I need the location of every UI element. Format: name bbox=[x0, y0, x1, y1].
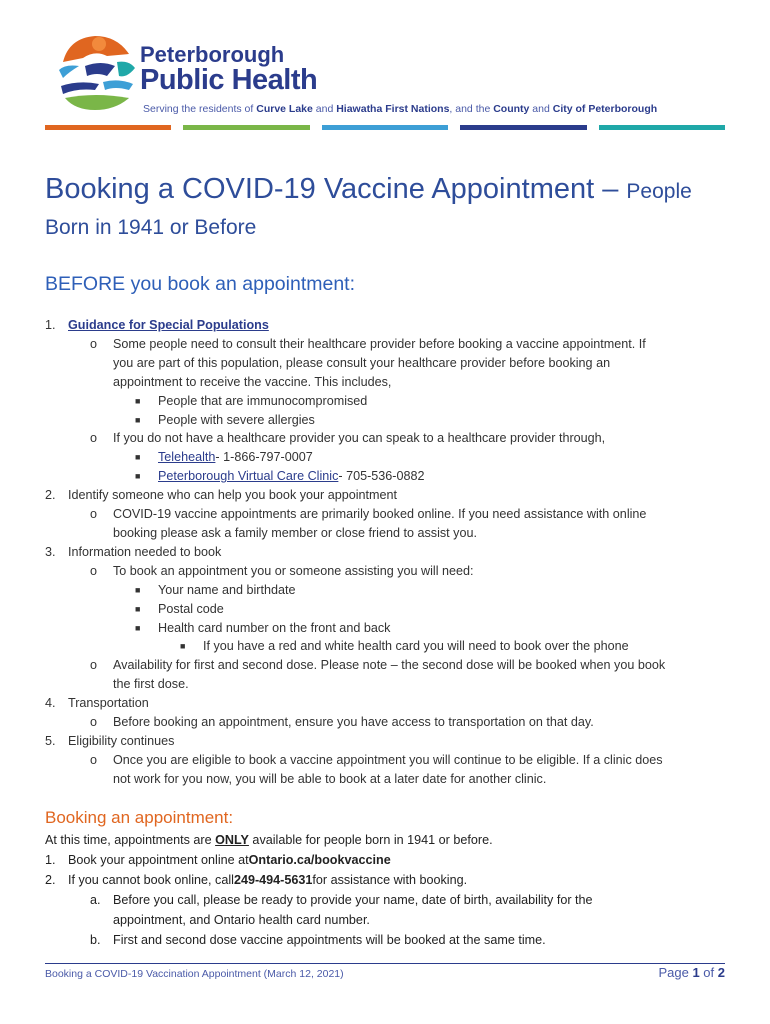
booking-intro: At this time, appointments are ONLY available for people born in 1941 or before. bbox=[45, 833, 493, 847]
page-number: Page 1 of 2 bbox=[658, 965, 725, 980]
ontario-booking-link[interactable]: Ontario.ca/bookvaccine bbox=[248, 853, 391, 867]
hiawatha: Hiawatha First Nations bbox=[336, 103, 450, 115]
list-item: 2. Identify someone who can help you book your appointment bbox=[45, 488, 398, 503]
list-item: 3. Information needed to book bbox=[45, 544, 222, 559]
booking-section: At this time, appointments are ONLY available for people born in 1941 or before. 1. Book your appointment online at Ontario.ca/bookvaccine 2. If you cannot book online, call 249-494-5631 for assistance with booking. a. Before you call, please be ready to provide your name, date of birth, availability for the appointment, and Ontario health card number. b. First and second dose vaccine appointments will be booked at the same time. bbox=[45, 830, 735, 950]
list-item: o Some people need to consult their healthcare provider before booking a vaccine appointment. If bbox=[90, 336, 646, 351]
booking-heading: Booking an appointment: bbox=[45, 808, 234, 827]
page-title-line2: Born in 1941 or Before bbox=[45, 216, 257, 239]
list-item: ■ Peterborough Virtual Care Clinic - 705-536-0882 bbox=[45, 467, 735, 486]
color-bar-1 bbox=[45, 125, 171, 130]
booking-phone: 249-494-5631 bbox=[233, 873, 313, 887]
telehealth-link[interactable]: Telehealth bbox=[158, 450, 216, 465]
org-name-line2: Public Health bbox=[140, 64, 318, 96]
color-bar-3 bbox=[322, 125, 448, 130]
county: County bbox=[493, 103, 530, 115]
list-item: a. Before you call, please be ready to provide your name, date of birth, availability for the bbox=[90, 893, 593, 907]
list-item: 2. If you cannot book online, call 249-494-5631 for assistance with booking. bbox=[45, 870, 735, 890]
color-bar-2 bbox=[183, 125, 309, 130]
footer-divider bbox=[45, 963, 725, 964]
curve-lake: Curve Lake bbox=[256, 103, 313, 115]
list-item: b. First and second dose vaccine appointments will be booked at the same time. bbox=[90, 933, 546, 947]
list-item: 1. Book your appointment online at Ontario.ca/bookvaccine bbox=[45, 850, 735, 870]
page-title: Booking a COVID-19 Vaccine Appointment – People bbox=[45, 173, 692, 205]
list-item: 4. Transportation bbox=[45, 696, 149, 711]
color-bars bbox=[45, 125, 725, 130]
serving-line: Serving the residents of Curve Lake and Hiawatha First Nations, and the County and City of Peterborough bbox=[143, 103, 658, 115]
city: City of Peterborough bbox=[552, 103, 658, 115]
color-bar-4 bbox=[460, 125, 586, 130]
footer-title: Booking a COVID-19 Vaccination Appointment (March 12, 2021) bbox=[45, 968, 344, 980]
virtual-care-clinic-link[interactable]: Peterborough Virtual Care Clinic bbox=[158, 469, 339, 484]
peterborough-public-health-logo bbox=[55, 32, 137, 112]
org-name-line1: Peterborough bbox=[140, 42, 285, 67]
special-populations-link[interactable]: Guidance for Special Populations bbox=[68, 318, 269, 332]
list-item: o If you do not have a healthcare provider you can speak to a healthcare provider through, bbox=[90, 431, 606, 446]
list-item: ■ People that are immunocompromised bbox=[135, 393, 368, 408]
before-heading: BEFORE you book an appointment: bbox=[45, 273, 356, 295]
before-list: 1. Guidance for Special Populations o Some people need to consult their healthcare provider before booking a vaccine appointment. If you are part of this population, please consult your healthcare provider before booking an appointment to receive the vaccine. This includes, ■ People that are immunocompromised ■ People with severe allergies o If you do not have a healthcare provider you can speak to a healthcare provider through, ■ Telehealth - 1-866-797-0007 ■ Peterborough Virtual Care Clinic - 705-536-0882 2. Identify someone who can help you book your appointment o COVID-19 vaccine appointments are primarily booked online. If you need assistance with online booking please ask a family member or close friend to assist you. 3. Information needed to book o To book an appointment you or someone assisting you will need: ■ Your name and birthdate ■ Postal code ■ Health card number on the front and back ■ If you have a red and white health card you will need to book over the phone o Availability for first and second dose. Please note – the second dose will be booked when you book the first dose. 4. Transportation o Before booking an appointment, ensure you have access to transportation on that day. 5. Eligibility continues o Once you are eligible to book a vaccine appointment you will continue to be eligible. If a clinic does not work for you now, you will be able to book at a later date for another clinic. bbox=[45, 316, 735, 789]
list-item: ■ Telehealth - 1-866-797-0007 bbox=[45, 448, 735, 467]
list-item: 5. Eligibility continues bbox=[45, 733, 175, 748]
list-item: ■ People with severe allergies bbox=[135, 412, 315, 427]
list-item: 1. Guidance for Special Populations bbox=[45, 316, 735, 335]
color-bar-5 bbox=[599, 125, 725, 130]
